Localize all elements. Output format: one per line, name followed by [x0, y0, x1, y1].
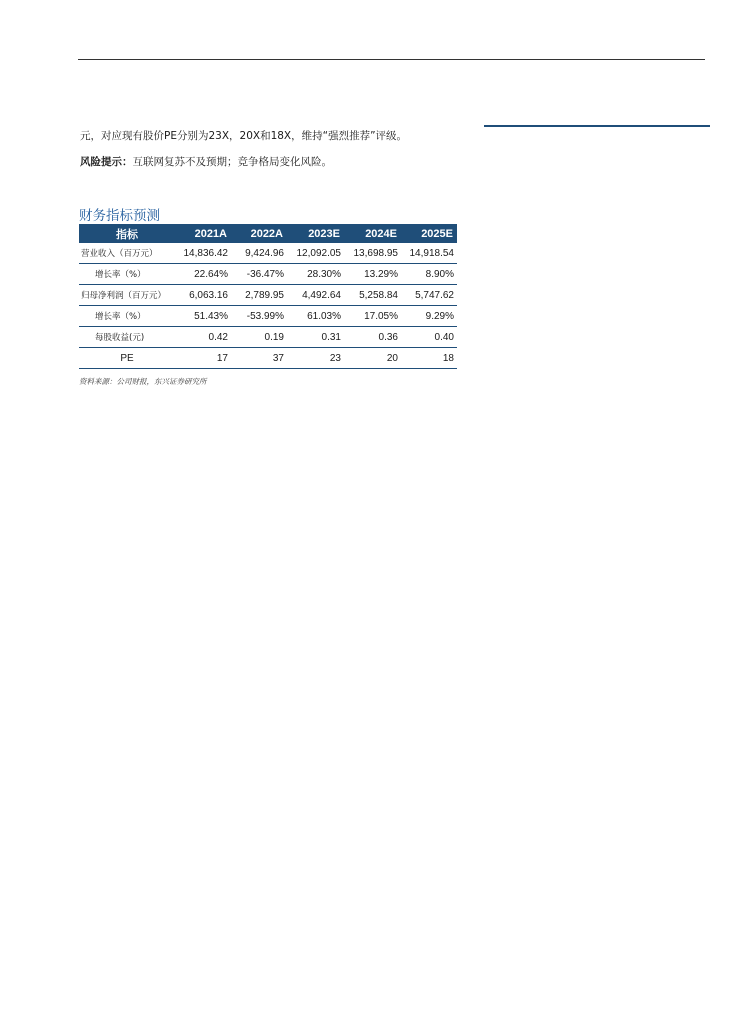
- sidebar-rule: [484, 125, 710, 127]
- cell-value: 0.42: [175, 327, 231, 348]
- header-year: 2024E: [344, 224, 401, 243]
- table-row: [79, 348, 457, 369]
- header-year: 2023E: [287, 224, 344, 243]
- risk-paragraph: [80, 155, 332, 169]
- cell-value: 14,918.54: [401, 243, 457, 264]
- header-year: 2022A: [231, 224, 287, 243]
- header-rule: [78, 59, 705, 60]
- cell-value: 17.05%: [344, 306, 401, 327]
- row-label: 营业收入（百万元）: [79, 243, 175, 264]
- row-label: 增长率（%）: [79, 264, 175, 285]
- row-label: 归母净利润（百万元）: [79, 285, 175, 306]
- cell-value: 9,424.96: [231, 243, 287, 264]
- cell-value: 61.03%: [287, 306, 344, 327]
- cell-value: 12,092.05: [287, 243, 344, 264]
- row-label: 增长率（%）: [79, 306, 175, 327]
- risk-text: 互联网复苏不及预期；竞争格局变化风险。: [132, 156, 332, 168]
- cell-value: 6,063.16: [175, 285, 231, 306]
- risk-label: 风险提示：: [80, 156, 133, 168]
- row-label: PE: [79, 348, 175, 369]
- cell-value: 13.29%: [344, 264, 401, 285]
- rating-paragraph: 元，对应现有股价PE分别为23X，20X和18X，维持“强烈推荐”评级。: [80, 130, 408, 142]
- table-row: [79, 243, 457, 264]
- cell-value: 0.40: [401, 327, 457, 348]
- cell-value: 28.30%: [287, 264, 344, 285]
- table-row: [79, 285, 457, 306]
- cell-value: 18: [401, 348, 457, 369]
- cell-value: 0.36: [344, 327, 401, 348]
- table-header-row: [79, 224, 457, 243]
- header-label: 指标: [79, 224, 175, 243]
- header-year: 2025E: [401, 224, 457, 243]
- cell-value: -36.47%: [231, 264, 287, 285]
- cell-value: 5,258.84: [344, 285, 401, 306]
- cell-value: 9.29%: [401, 306, 457, 327]
- cell-value: 17: [175, 348, 231, 369]
- cell-value: 37: [231, 348, 287, 369]
- source-note: 资料来源：公司财报，东兴证券研究所: [79, 377, 207, 386]
- table-row: [79, 264, 457, 285]
- cell-value: 51.43%: [175, 306, 231, 327]
- cell-value: 4,492.64: [287, 285, 344, 306]
- financial-forecast-table: [79, 224, 457, 369]
- cell-value: 8.90%: [401, 264, 457, 285]
- cell-value: 23: [287, 348, 344, 369]
- cell-value: 22.64%: [175, 264, 231, 285]
- cell-value: 5,747.62: [401, 285, 457, 306]
- cell-value: 13,698.95: [344, 243, 401, 264]
- cell-value: 0.19: [231, 327, 287, 348]
- cell-value: 20: [344, 348, 401, 369]
- cell-value: -53.99%: [231, 306, 287, 327]
- cell-value: 14,836.42: [175, 243, 231, 264]
- cell-value: 2,789.95: [231, 285, 287, 306]
- table-row: [79, 306, 457, 327]
- row-label: 每股收益(元): [79, 327, 175, 348]
- header-year: 2021A: [175, 224, 231, 243]
- table-row: [79, 327, 457, 348]
- cell-value: 0.31: [287, 327, 344, 348]
- section-title: 财务指标预测: [79, 208, 160, 224]
